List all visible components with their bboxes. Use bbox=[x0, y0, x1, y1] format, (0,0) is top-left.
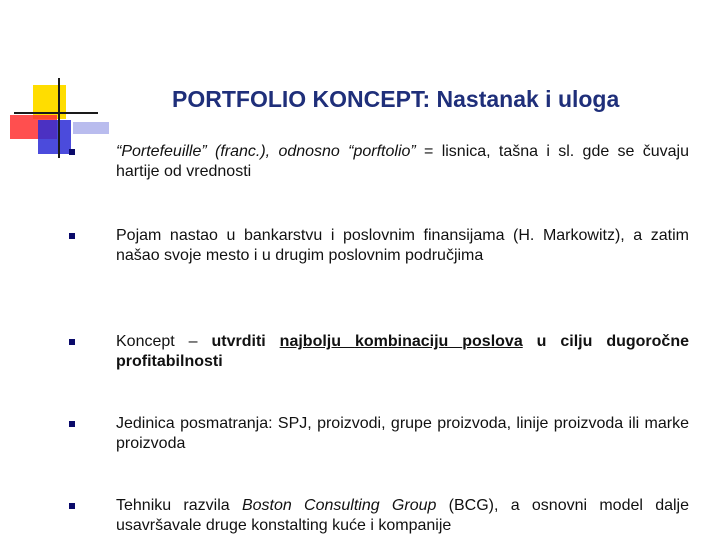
bullet-text-segment: (BCG), a osnovni model dalje usavršavale druge konstalting kuće i kompanije bbox=[116, 497, 690, 534]
square-bullet-icon bbox=[69, 421, 75, 427]
bullet-text-segment: Pojam nastao u bankarstvu i poslovnim finansijama (H. Markowitz), a zatim našao svoje mesto i u drugim poslovnim područjima bbox=[116, 227, 689, 264]
bullet-text-segment: Jedinica posmatranja: SPJ, proizvodi, grupe proizvoda, linije proizvoda ili marke proizvoda bbox=[116, 415, 689, 452]
bullet-text-segment: Boston Consulting Group bbox=[241, 497, 437, 514]
bullet-text-segment: “Portefeuille” (franc.), odnosno “porftolio” bbox=[116, 143, 416, 160]
bullet-text bbox=[116, 496, 689, 536]
bullet-text-segment: = lisnica, tašna i sl. gde se čuvaju hartije od vrednosti bbox=[116, 143, 690, 180]
bullet-text bbox=[116, 332, 689, 372]
bullet-text-segment: utvrditi bbox=[211, 333, 280, 350]
bullet-text bbox=[116, 414, 689, 454]
bullet-text bbox=[116, 142, 689, 182]
square-bullet-icon bbox=[69, 503, 75, 509]
bullet-text-segment: najbolju bbox=[279, 333, 355, 350]
bullet-text bbox=[116, 226, 689, 266]
bullet-text-segment: u cilju dugoročne profitabilnosti bbox=[116, 333, 689, 370]
square-bullet-icon bbox=[69, 233, 75, 239]
square-bullet-icon bbox=[69, 149, 75, 155]
bullet-text-segment: Koncept – bbox=[116, 333, 212, 350]
slide-title: PORTFOLIO KONCEPT: Nastanak i uloga bbox=[172, 86, 620, 112]
bullet-text-segment: poslova bbox=[462, 333, 523, 350]
square-bullet-icon bbox=[69, 339, 75, 345]
bullet-text-segment: Tehniku razvila bbox=[116, 497, 242, 514]
bullet-text-segment: kombinaciju bbox=[354, 333, 463, 350]
